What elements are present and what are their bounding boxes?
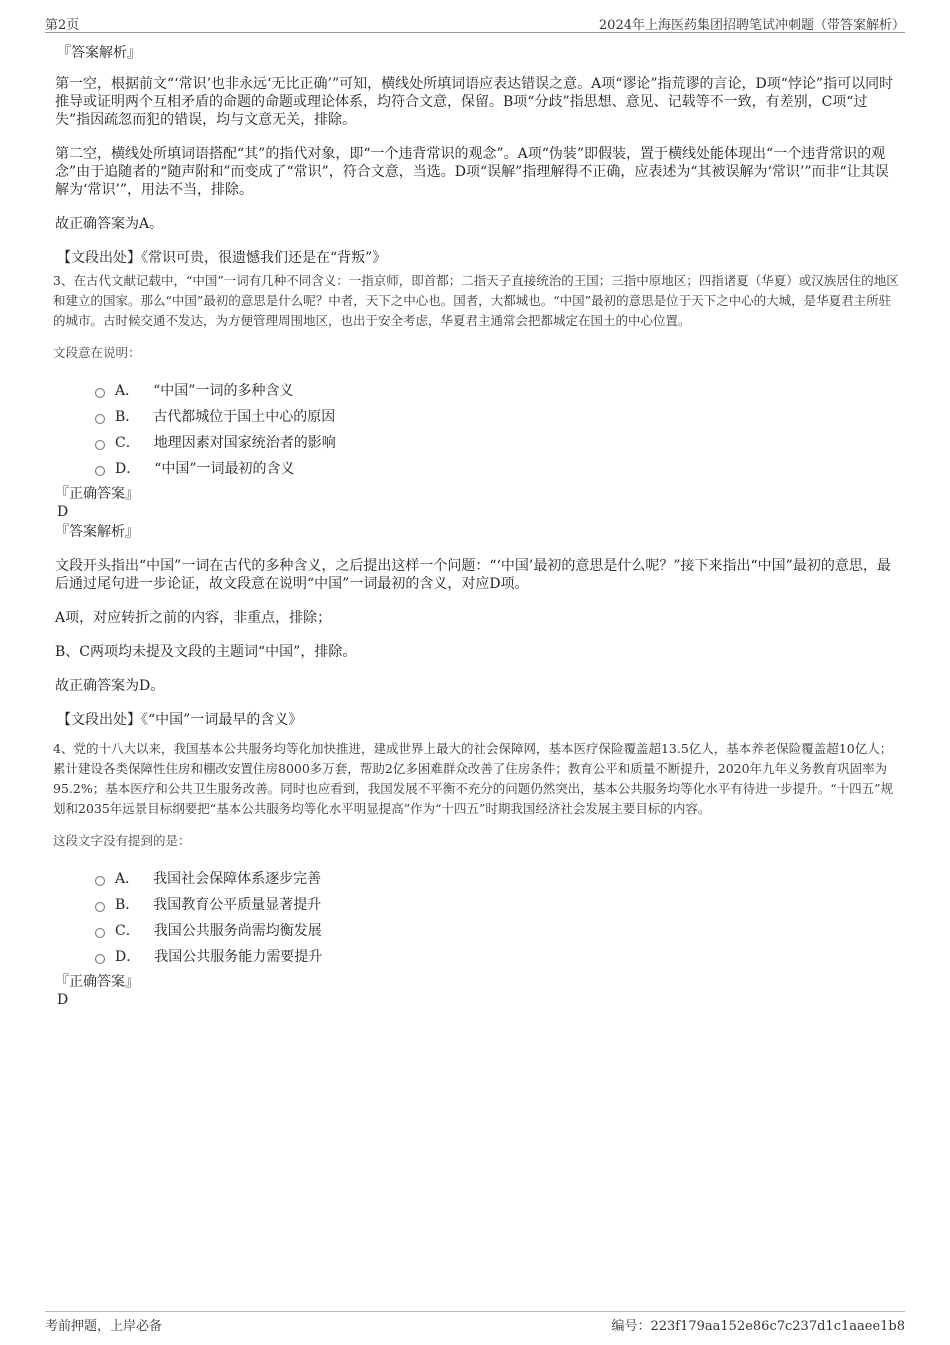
option-a[interactable] bbox=[95, 377, 900, 403]
option-b[interactable] bbox=[95, 403, 900, 429]
radio-icon[interactable] bbox=[95, 388, 105, 398]
option-d[interactable] bbox=[95, 943, 900, 969]
analysis-label: 『答案解析』 bbox=[55, 524, 139, 540]
source-citation: 【文段出处】《“中国”一词最早的含义》 bbox=[57, 712, 303, 728]
option-letter: C． bbox=[115, 435, 140, 451]
radio-icon[interactable] bbox=[95, 414, 105, 424]
option-d[interactable] bbox=[95, 455, 900, 481]
correct-answer: D bbox=[57, 504, 69, 520]
option-letter: B． bbox=[115, 409, 140, 425]
analysis-paragraph: 第一空，根据前文“‘常识’也非永远‘无比正确’”可知，横线处所填词语应表达错误之意。A项“谬论”指荒谬的言论，D项“悖论”指可以同时推导或证明两个互相矛盾的命题的命题或理论体系，均符合文意，保留。B项“分歧”指思想、意见、记载等不一致，有差别，C项“过失”指因疏忽而犯的错误，均与文意无关，排除。 bbox=[55, 76, 894, 128]
option-text: 我国公共服务尚需均衡发展 bbox=[153, 923, 322, 939]
option-text: 我国社会保障体系逐步完善 bbox=[153, 871, 322, 887]
page-header bbox=[45, 12, 905, 33]
radio-icon[interactable] bbox=[95, 928, 105, 938]
option-letter: A． bbox=[115, 383, 140, 399]
option-text: 我国公共服务能力需要提升 bbox=[154, 949, 323, 965]
option-letter: B． bbox=[115, 897, 140, 913]
option-letter: A． bbox=[115, 871, 140, 887]
correct-answer: D bbox=[57, 992, 69, 1008]
conclusion: 故正确答案为D。 bbox=[55, 678, 165, 694]
option-text: 地理因素对国家统治者的影响 bbox=[153, 435, 336, 451]
option-b[interactable] bbox=[95, 891, 900, 917]
analysis-paragraph: A项，对应转折之前的内容，非重点，排除； bbox=[55, 610, 332, 626]
option-c[interactable] bbox=[95, 917, 900, 943]
analysis-label: 『答案解析』 bbox=[57, 45, 141, 61]
option-letter: D． bbox=[115, 461, 141, 477]
option-text: “中国”一词最初的含义 bbox=[154, 461, 295, 477]
document-id: 编号：223f179aa152e86c7c237d1c1aaee1b8 bbox=[611, 1319, 905, 1334]
option-text: 我国教育公平质量显著提升 bbox=[153, 897, 322, 913]
document-title: 2024年上海医药集团招聘笔试冲刺题（带答案解析） bbox=[598, 18, 905, 33]
footer-slogan: 考前押题，上岸必备 bbox=[45, 1319, 163, 1334]
question-stem: 4、党的十八大以来，我国基本公共服务均等化加快推进，建成世界上最大的社会保障网，基本医疗保险覆盖超13.5亿人，基本养老保险覆盖超10亿人；累计建设各类保障性住房和棚改安置住房8000多万套，帮助2亿多困难群众改善了住房条件；教育公平和质量不断提升，2020年九年义务教育巩固率为95.2%；基本医疗和公共卫生服务改善。同时也应看到，我国发展不平衡不充分的问题仍然突出，基本公共服务均等化水平有待进一步提升。“十四五”规划和2035年远景目标纲要把“基本公共服务均等化水平明显提高”作为“十四五”时期我国经济社会发展主要目标的内容。 bbox=[53, 741, 893, 816]
question-prompt: 文段意在说明： bbox=[53, 345, 141, 360]
option-letter: C． bbox=[115, 923, 140, 939]
radio-icon[interactable] bbox=[95, 954, 105, 964]
page-number: 第2页 bbox=[45, 18, 80, 33]
page-footer bbox=[45, 1311, 905, 1334]
option-c[interactable] bbox=[95, 429, 900, 455]
analysis-paragraph: 第二空，横线处所填词语搭配“其”的指代对象，即“一个违背常识的观念”。A项“伪装”即假装，置于横线处能体现出“一个违背常识的观念”由于追随者的“随声附和”而变成了“常识”，符合文意，当选。D项“误解”指理解得不正确，应表述为“其被误解为‘常识’”而非“让其误解为‘常识’”，用法不当，排除。 bbox=[55, 146, 889, 198]
option-text: “中国”一词的多种含义 bbox=[153, 383, 294, 399]
option-letter: D． bbox=[115, 949, 141, 965]
correct-answer-label: 『正确答案』 bbox=[55, 486, 139, 502]
question-prompt: 这段文字没有提到的是： bbox=[53, 833, 191, 848]
radio-icon[interactable] bbox=[95, 902, 105, 912]
conclusion: 故正确答案为A。 bbox=[55, 216, 164, 232]
radio-icon[interactable] bbox=[95, 876, 105, 886]
options-list bbox=[95, 377, 900, 481]
options-list bbox=[95, 865, 900, 969]
option-text: 古代都城位于国土中心的原因 bbox=[153, 409, 336, 425]
page-content bbox=[55, 44, 900, 1009]
radio-icon[interactable] bbox=[95, 440, 105, 450]
source-citation: 【文段出处】《常识可贵，很遗憾我们还是在“背叛”》 bbox=[57, 250, 387, 266]
radio-icon[interactable] bbox=[95, 466, 105, 476]
question-stem: 3、在古代文献记载中，“中国”一词有几种不同含义：一指京师，即首都；二指天子直接统治的王国；三指中原地区；四指诸夏（华夏）或汉族居住的地区和建立的国家。那么“中国”最初的意思是什么呢？中者，天下之中心也。国者，大都城也。“中国”最初的意思是位于天下之中心的大城，是华夏君主所驻的城市。古时候交通不发达，为方便管理周围地区，也出于安全考虑，华夏君主通常会把都城定在国土的中心位置。 bbox=[53, 273, 899, 328]
option-a[interactable] bbox=[95, 865, 900, 891]
correct-answer-label: 『正确答案』 bbox=[55, 974, 139, 990]
analysis-paragraph: B、C两项均未提及文段的主题词“中国”，排除。 bbox=[55, 644, 357, 660]
analysis-paragraph: 文段开头指出“中国”一词在古代的多种含义，之后提出这样一个问题：“‘中国’最初的意思是什么呢？”接下来指出“中国”最初的意思，最后通过尾句进一步论证，故文段意在说明“中国”一词最初的含义，对应D项。 bbox=[55, 558, 891, 592]
